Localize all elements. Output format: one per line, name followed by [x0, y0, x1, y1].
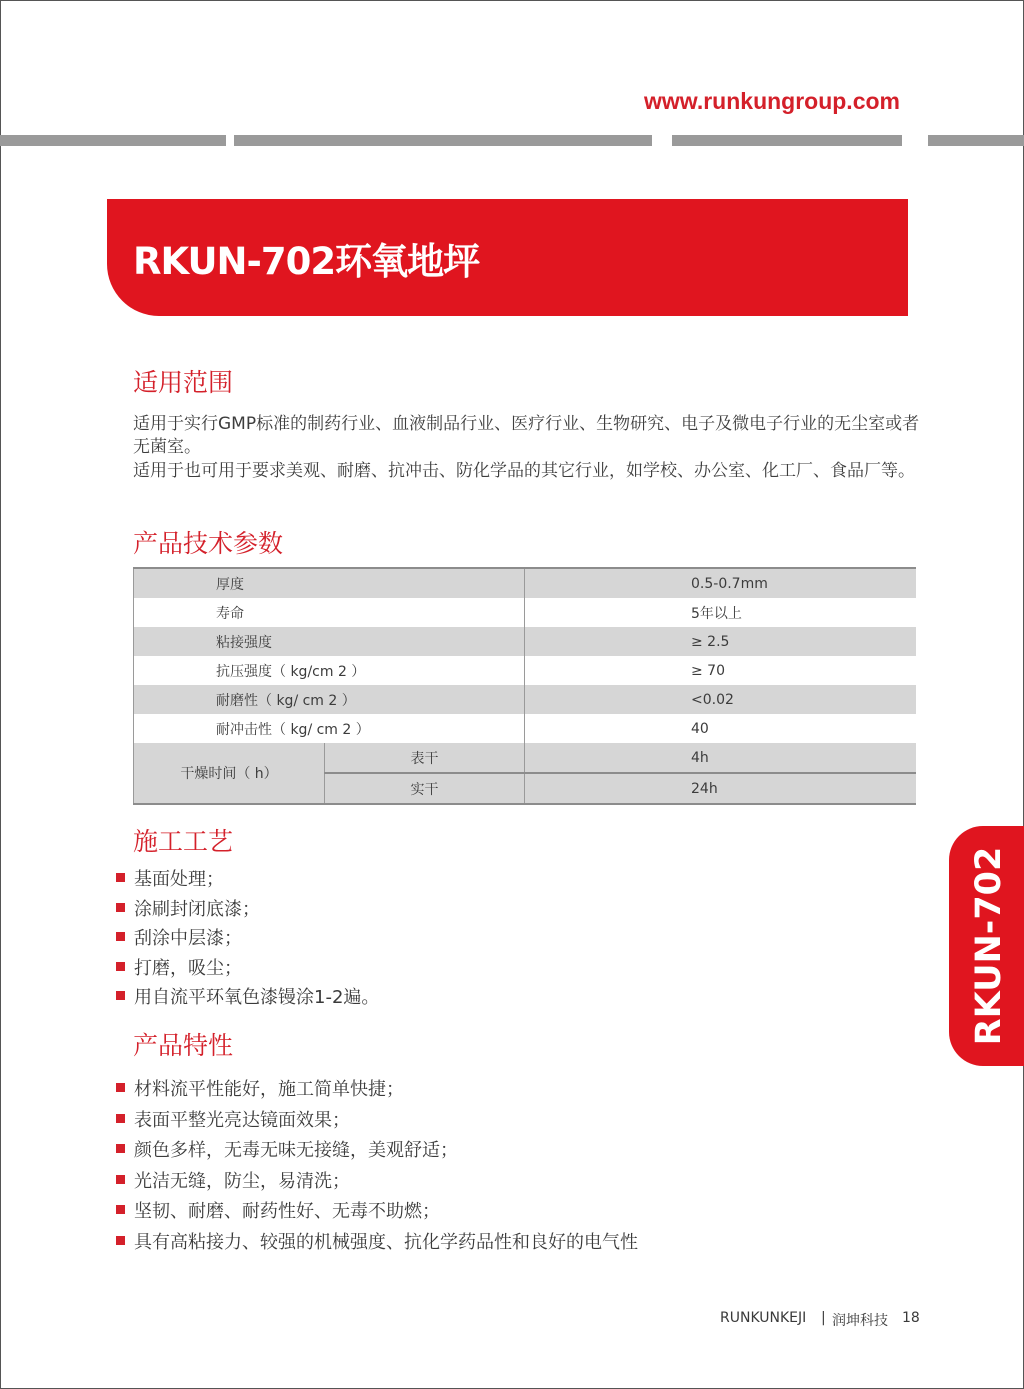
bullet-square-icon [116, 1205, 125, 1214]
bullet-square-icon [116, 1175, 125, 1184]
footer-separator: | [821, 1310, 826, 1326]
side-tab [949, 826, 1024, 1066]
spec-label: 抗压强度（ kg/cm 2 ） [134, 656, 525, 685]
list-item: 用自流平环氧色漆镘涂1-2遍。 [116, 983, 379, 1013]
spec-value: ≥ 2.5 [525, 627, 917, 656]
title-banner [107, 199, 908, 316]
list-item: 具有高粘接力、较强的机械强度、抗化学药品性和良好的电气性 [116, 1228, 638, 1259]
scope-heading: 适用范围 [133, 368, 234, 397]
page-number: 18 [902, 1310, 920, 1326]
bullet-square-icon [116, 962, 125, 971]
process-heading: 施工工艺 [133, 827, 234, 856]
spec-value: ≥ 70 [525, 656, 917, 685]
drying-value: 4h [525, 743, 917, 773]
specs-heading: 产品技术参数 [133, 529, 284, 558]
process-list [116, 865, 379, 1013]
footer-brand: RUNKUNKEJI [720, 1310, 807, 1326]
list-item: 表面平整光亮达镜面效果； [116, 1106, 638, 1137]
list-item: 基面处理； [116, 865, 379, 895]
list-item: 刮涂中层漆； [116, 924, 379, 954]
drying-time-label: 干燥时间（ h） [134, 743, 325, 804]
drying-value: 24h [525, 773, 917, 804]
bullet-square-icon [116, 903, 125, 912]
list-item: 材料流平性能好，施工简单快捷； [116, 1075, 638, 1106]
spec-table [133, 567, 916, 805]
website-url[interactable]: www.runkungroup.com [644, 88, 900, 114]
table-row [134, 598, 917, 627]
table-row [134, 656, 917, 685]
drying-sub-label: 实干 [325, 773, 525, 804]
spec-label: 耐冲击性（ kg/ cm 2 ） [134, 714, 525, 743]
scope-paragraph: 适用于也可用于要求美观、耐磨、抗冲击、防化学品的其它行业，如学校、办公室、化工厂、食品厂等。 [133, 461, 915, 481]
drying-sub-label: 表干 [325, 743, 525, 773]
footer-company: 润坤科技 [832, 1313, 888, 1329]
bullet-square-icon [116, 873, 125, 882]
spec-label: 粘接强度 [134, 627, 525, 656]
bullet-square-icon [116, 1236, 125, 1245]
table-row [134, 743, 917, 773]
spec-value: 5年以上 [525, 598, 917, 627]
list-item: 颜色多样，无毒无味无接缝，美观舒适； [116, 1136, 638, 1167]
bullet-square-icon [116, 932, 125, 941]
header-stripe [234, 135, 652, 146]
table-row [134, 714, 917, 743]
list-item: 坚韧、耐磨、耐药性好、无毒不助燃； [116, 1197, 638, 1228]
spec-value: 0.5-0.7mm [525, 568, 917, 598]
header-stripe [0, 135, 226, 146]
table-row [134, 685, 917, 714]
page-title: RKUN-702环氧地坪 [133, 240, 480, 283]
scope-paragraph: 适用于实行GMP标准的制药行业、血液制品行业、医疗行业、生物研究、电子及微电子行业的无尘室或者无菌室。 [133, 414, 920, 457]
features-list [116, 1075, 638, 1258]
spec-label: 耐磨性（ kg/ cm 2 ） [134, 685, 525, 714]
table-row [134, 627, 917, 656]
bullet-square-icon [116, 1114, 125, 1123]
list-item: 光洁无缝，防尘，易清洗； [116, 1167, 638, 1198]
features-heading: 产品特性 [133, 1031, 234, 1060]
bullet-square-icon [116, 1144, 125, 1153]
spec-label: 厚度 [134, 568, 525, 598]
bullet-square-icon [116, 991, 125, 1000]
side-tab-label: RKUN-702 [969, 846, 1009, 1046]
list-item: 打磨，吸尘； [116, 954, 379, 984]
spec-label: 寿命 [134, 598, 525, 627]
list-item: 涂刷封闭底漆； [116, 895, 379, 925]
header-stripe [928, 135, 1024, 146]
bullet-square-icon [116, 1083, 125, 1092]
spec-value: <0.02 [525, 685, 917, 714]
spec-value: 40 [525, 714, 917, 743]
table-row [134, 568, 917, 598]
header-stripe [672, 135, 902, 146]
